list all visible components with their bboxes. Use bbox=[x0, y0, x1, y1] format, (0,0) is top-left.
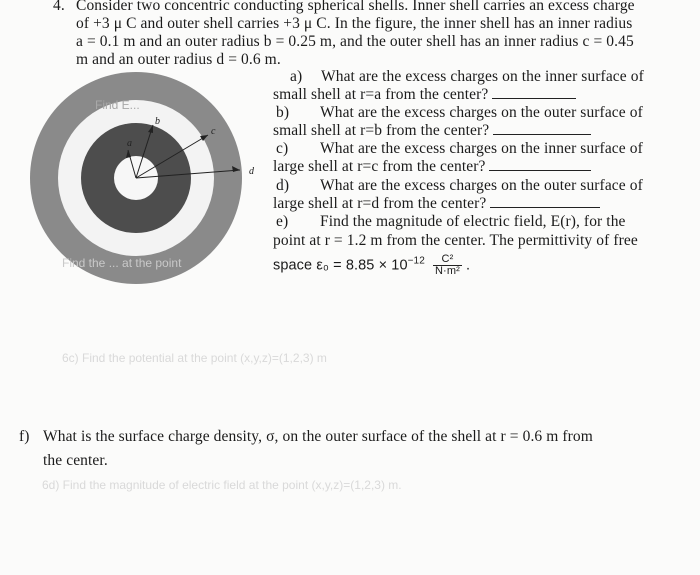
part-f-line1: What is the surface charge density, σ, on the outer surface of the shell at r = 0.6 m from bbox=[43, 428, 593, 445]
part-b-label: b) bbox=[276, 104, 290, 121]
intro-line-3: a = 0.1 m and an outer radius b = 0.25 m, and the outer shell has an inner radius c = 0.45 bbox=[76, 33, 634, 50]
intro-line-4: m and an outer radius d = 0.6 m. bbox=[76, 51, 281, 68]
part-c-label: c) bbox=[276, 140, 289, 157]
intro-line-2: of +3 μ C and outer shell carries +3 μ C. In the figure, the inner shell has an inner radius bbox=[76, 15, 633, 32]
part-e-line1: Find the magnitude of electric field, E(r), for the bbox=[320, 213, 626, 230]
part-f-line2: the center. bbox=[43, 452, 108, 469]
permittivity-unit: $\frac{\text{C²}}{\text{N·m²}}$ bbox=[435, 253, 460, 277]
part-b-line2: small shell at r=b from the center? bbox=[273, 122, 591, 140]
part-e-line3: space $\varepsilon_0 = 8.85 \times 10^{-12}$ $\frac{\text{C²}}{\text{N·m²}}$ . bbox=[273, 253, 471, 277]
label-c: c bbox=[211, 126, 216, 137]
answer-blank-d[interactable] bbox=[490, 207, 600, 208]
label-b: b bbox=[155, 116, 160, 127]
ghost-text-6d: 6d) Find the magnitude of electric field at the point (x,y,z)=(1,2,3) m. bbox=[42, 478, 402, 492]
part-c-line1: What are the excess charges on the inner surface of bbox=[320, 140, 643, 157]
label-a: a bbox=[127, 138, 132, 149]
intro-line-1: Consider two concentric conducting spherical shells. Inner shell carries an excess charge bbox=[76, 0, 635, 14]
part-f-label: f) bbox=[19, 428, 30, 445]
part-e-label: e) bbox=[276, 213, 289, 230]
answer-blank-a[interactable] bbox=[492, 98, 576, 99]
part-d-label: d) bbox=[276, 177, 290, 194]
answer-blank-c[interactable] bbox=[489, 170, 591, 171]
part-d-line1: What are the excess charges on the outer surface of bbox=[320, 177, 643, 194]
ghost-text-6c: 6c) Find the potential at the point (x,y,z)=(1,2,3) m bbox=[62, 351, 327, 365]
label-d: d bbox=[249, 166, 254, 177]
ghost-text-figure: Find E... bbox=[95, 98, 140, 112]
part-a-label: a) bbox=[290, 68, 303, 85]
question-number: 4. bbox=[53, 0, 65, 14]
answer-blank-b[interactable] bbox=[493, 134, 591, 135]
ghost-text-left: Find the ... at the point bbox=[62, 256, 182, 270]
part-a-line2: small shell at r=a from the center? bbox=[273, 86, 576, 104]
part-a-line1: What are the excess charges on the inner surface of bbox=[321, 68, 644, 85]
part-d-line2: large shell at r=d from the center? bbox=[273, 195, 600, 213]
part-b-line1: What are the excess charges on the outer surface of bbox=[320, 104, 643, 121]
part-c-line2: large shell at r=c from the center? bbox=[273, 158, 591, 176]
part-e-line2: point at r = 1.2 m from the center. The permittivity of free bbox=[273, 232, 638, 249]
